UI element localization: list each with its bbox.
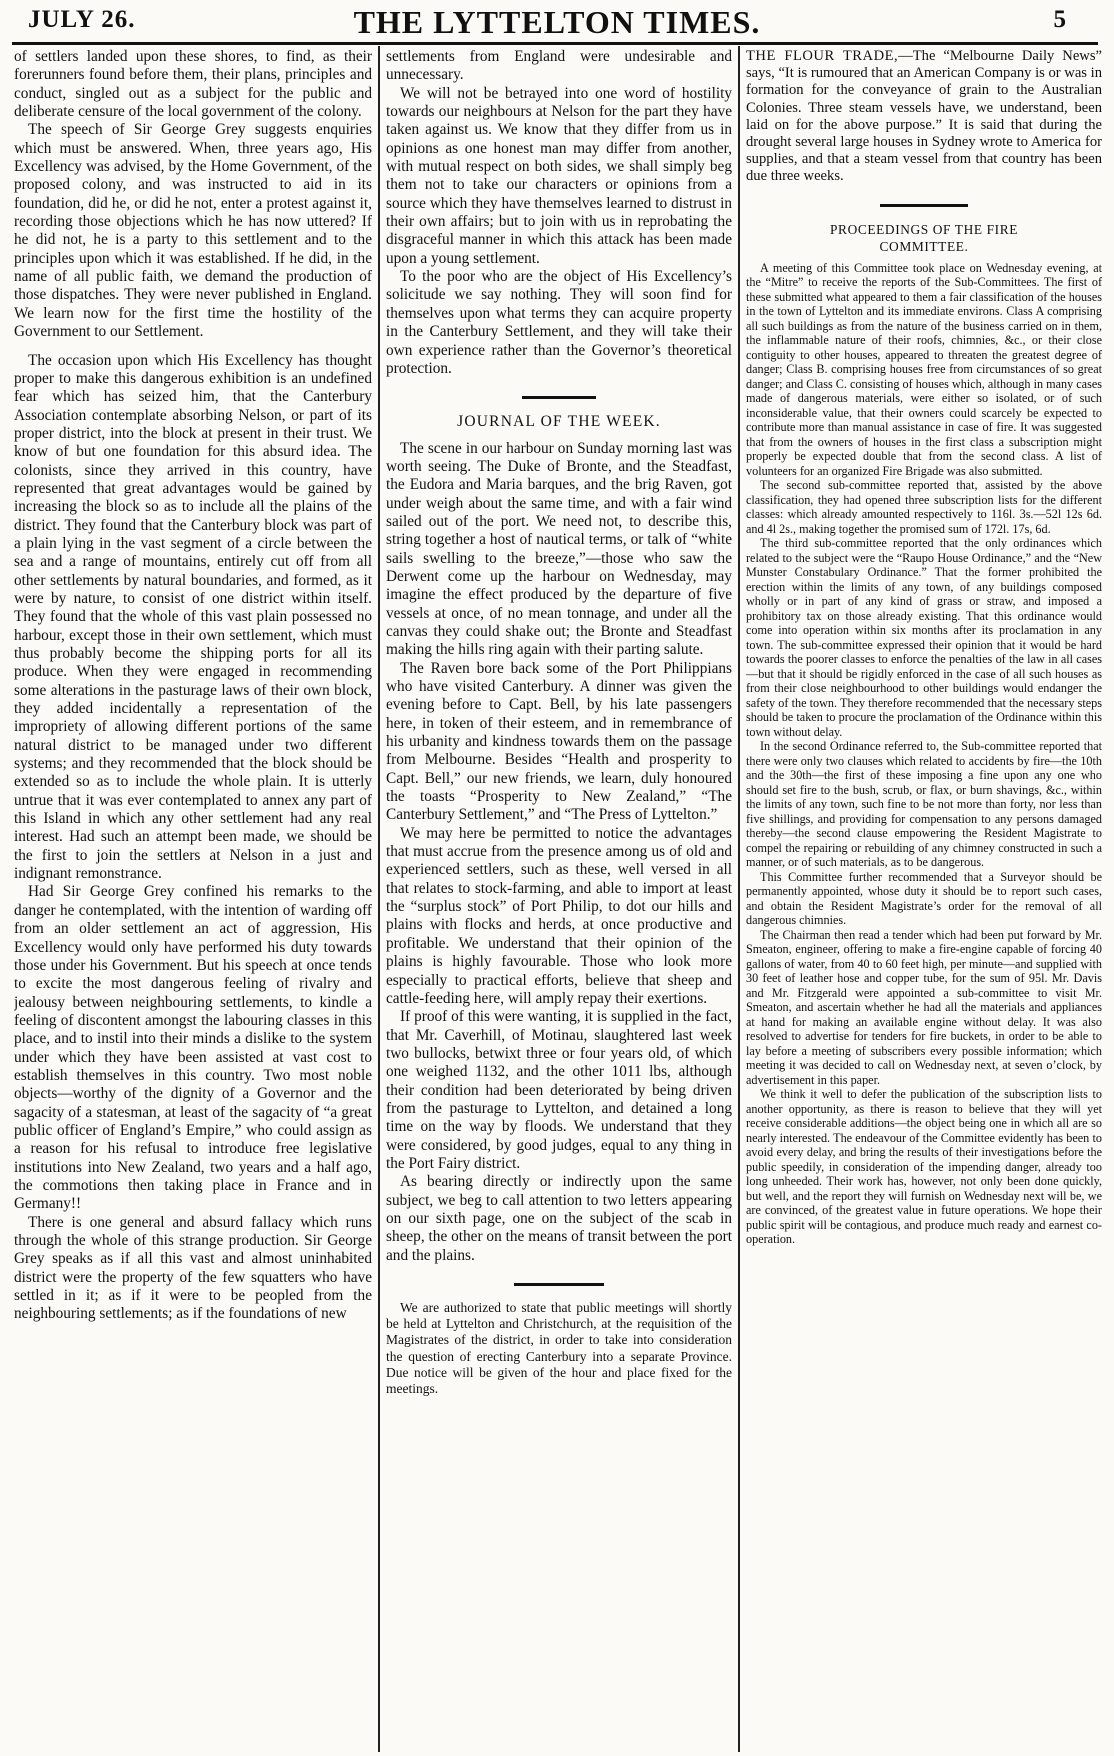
- masthead: [0, 0, 1114, 38]
- paragraph: As bearing directly or indirectly upon the same subject, we beg to call attention to two letters appearing on our sixth page, one on the subject of the scab in sheep, the other on the means of transit between the port and the plains.: [386, 1173, 732, 1264]
- paragraph: This Committee further recommended that a Surveyor should be permanently appointed, whose duty it should be to report such cases, and obtain the Resident Magistrate’s order for the removal of all dangerous chimnies.: [746, 869, 1102, 928]
- paragraph: To the poor who are the object of His Excellency’s solicitude we say nothing. They will soon find for themselves upon what terms they can acquire property in the Canterbury Settlement, and they will take their own experience rather than the Governor’s theoretical protection.: [386, 268, 732, 377]
- paragraph: The speech of Sir George Grey suggests enquiries which must be answered. When, three years ago, His Excellency was advised, by the Home Government, of the proposed colony, and was instructed to aid in its foundation, did he, or did he not, enter a protest against it, recording those objections which he has now uttered? If he did not, he is a party to this settlement and to the principles upon which it was established. If he did, in the name of all public faith, we demand the production of those dispatches. They were never published in England. We learn now for the first time the hostility of the Government to our Settlement.: [14, 121, 372, 341]
- paragraph: The second sub-committee reported that, assisted by the above classification, they had opened three subscription lists for the different classes: which already amounted respectively to 116l. 3s.—52l 12s 6d. and 4l 2s., making together the promised sum of 172l. 17s, 6d.: [746, 478, 1102, 536]
- issue-date: JULY 26.: [28, 6, 136, 33]
- column-2: [386, 48, 732, 1752]
- meetings-notice: We are authorized to state that public meetings will shortly be held at Lyttelton and Christchurch, at the requisition of the Magistrates of the district, in order to take into consideration the question of erecting Canterbury into a separate Province. Due notice will be given of the hour and place fixed for the meetings.: [386, 1300, 732, 1397]
- paragraph: We will not be betrayed into one word of hostility towards our neighbours at Nelson for the part they have taken against us. We know that they differ from us in opinions as one honest man may differ from another, with mutual respect on both sides, we shall simply beg them not to take our characters or opinions from a source which they have themselves learned to distrust in their own affairs; but to join with us in reprobating the disgraceful manner in which this attack has been made upon a young settlement.: [386, 84, 732, 267]
- fire-committee-heading: [746, 221, 1102, 255]
- page-number: 5: [1053, 6, 1066, 33]
- column-1-editorial: [14, 48, 372, 1752]
- paragraph: The occasion upon which His Excellency has thought proper to make this dangerous exhibition is an undefined fear which has seized him, that the Canterbury Association contemplate absorbing Nelson, or part of its proper district, into the block at present in their trust. We know of but one foundation for this absurd idea. The colonists, since they arrived in this country, have represented that great advantages would be gained by increasing the block so as to include all the plains of the district. They found that the Canterbury block was part of a plain lying in the vast segment of a circle between the sea and a range of mountains, entirely cut off from all other settlements by natural boundaries, and formed, as it were by nature, to consist of one district within itself. They found that the whole of this vast plain possessed no harbour, except those in their own settlement, which must thus probably become the shipping ports for all its produce. When they were engaged in recommending some alterations in the pasturage laws of their own block, they added incidentally a representation of the impropriety of allowing different portions of the same natural district to be managed under two different systems; and they recommended that the block should be extended so as to include the whole plain. It is utterly untrue that it was ever contemplated to annex any part of this Island in which any other settlement had any real interest. Had such an attempt been made, we should be the first to join the settlers at Nelson in a just and indignant remonstrance.: [14, 351, 372, 883]
- section-divider: [522, 396, 596, 399]
- flour-trade-text: —The “Melbourne Daily News” says, “It is rumoured that an American Company is or was in formation for the conveyance of grain to the Australian Colonies. Three steam vessels have, we understand, been laid on for the above purpose.” It is said that during the drought several large houses in Sydney wrote to America for supplies, and that a steam vessel from that country has been due three weeks.: [746, 48, 1102, 185]
- paragraph: The scene in our harbour on Sunday morning last was worth seeing. The Duke of Bronte, and the Steadfast, the Eudora and Maria barques, and the brig Raven, got under weigh about the same time, and with a fair wind sailed out of the port. We need not, to describe this, string together a host of nautical terms, or talk of “white sails swelling to the breeze,”—those who saw the Derwent come up the harbour on Wednesday, may imagine the effect produced by the departure of five vessels at once, of no mean tonnage, and under all the canvas they could shake out; the Bronte and Steadfast making the hills ring again with their parting salute.: [386, 439, 732, 659]
- fire-heading-line-1: PROCEEDINGS OF THE FIRE: [829, 221, 1019, 237]
- paragraph: In the second Ordinance referred to, the Sub-committee reported that there were only two clauses which related to accidents by fire—the 10th and the 30th—the first of these imposing a fine upon any one who should set fire to the bush, scrub, or flax, or burn shavings, &c., within the limits of any town, such fine to be not more than forty, nor less than five shillings, and providing for compensation to any persons damaged thereby—the second clause empowering the Resident Magistrate to compel the repairing or rebuilding of any chimney constructed in such a manner, or of such materials, as to be dangerous.: [746, 739, 1102, 870]
- paragraph: If proof of this were wanting, it is supplied in the fact, that Mr. Caverhill, of Motinau, slaughtered last week two bullocks, betwixt three or four years old, of which one weighed 1132, and the other 1011 lbs, although their condition had been deteriorated by being driven from the pasturage to Lyttelton, and detained a long time on the way by floods. We understand that they were considered, by good judges, equal to any thing in the Port Fairy district.: [386, 1008, 732, 1172]
- paragraph: We may here be permitted to notice the advantages that must accrue from the presence among us of old and experienced settlers, such as these, well versed in all that relates to stock-farming, and able to import at least the “surplus stock” of Port Philip, to dot our hills and plains with flocks and herds, at once productive and profitable. We understand that their opinion of the plains is highly favourable. Those who look more especially to practical efforts, believe that sheep and cattle-feeding here, will amply repay their exertions.: [386, 824, 732, 1007]
- paragraph: of settlers landed upon these shores, to find, as their forerunners found before them, their plans, principles and conduct, singled out as a subject for the public and deliberate censure of the local government of the colony.: [14, 48, 372, 121]
- fire-heading-line-2: COMMITTEE.: [879, 238, 969, 254]
- newspaper-title: THE LYTTELTON TIMES.: [353, 4, 761, 40]
- paragraph: There is one general and absurd fallacy which runs through the whole of this strange production. Sir George Grey speaks as if all this vast and almost uninhabited district were the property of the few squatters who have settled in it; as if it were to be peopled from the neighbouring settlements; as if the foundations of new: [14, 1213, 372, 1323]
- paragraph: The Raven bore back some of the Port Philippians who have visited Canterbury. A dinner was given the evening before to Capt. Bell, by his late passengers here, in token of their esteem, and in remembrance of his urbanity and kindness towards them on the passage from Melbourne. Besides “Health and prosperity to Capt. Bell,” our new friends, we learn, duly honoured the toasts “Prosperity to New Zealand,” “The Canterbury Settlement,” and “The Press of Lyttelton.”: [386, 659, 732, 824]
- section-divider: [880, 204, 968, 207]
- paragraph: We think it well to defer the publication of the subscription lists to another opportunity, as there is reason to believe that they will yet receive considerable additions—the object being one in which all are so nearly interested. The endeavour of the Committee evidently has been to avoid every delay, and bring the results of their investigations before the public speedily, in consideration of the impending danger, already too long unheeded. Their work has, however, not only been done quickly, but well, and the report they will furnish on Wednesday next will be, we are convinced, of the greatest value in future operations. We hope their public spirit will be contagious, and produce much ready and earnest co-operation.: [746, 1087, 1102, 1247]
- flour-trade-lead: THE FLOUR TRADE,: [746, 48, 899, 64]
- paragraph: A meeting of this Committee took place on Wednesday evening, at the “Mitre” to receive the reports of the Sub-Committees. The first of these submitted what appeared to them a fair classification of the houses in the town of Lyttelton and its immediate environs. Class A comprising all such buildings as from the nature of the business carried on in them, the inflammable nature of their roofs, chimnies, &c., or their close contiguity to other houses, appeared to threaten the greatest degree of danger; Class B. comprising houses free from circumstances of so great danger; and Class C. consisting of houses which, although in many cases made of dangerous materials, were either so isolated, or of such inconsiderable value, that their owners could scarcely be expected to contribute more than manual assistance in case of fire. It was suggested that from the owners of houses in the first class a subscription might properly be expected double that from the second class. A list of volunteers for an organized Fire Brigade was also submitted.: [746, 260, 1102, 478]
- paragraph: The third sub-committee reported that the only ordinances which related to the subject were the “Raupo House Ordinance,” and the “New Munster Constabulary Ordinance.” That the former prohibited the erection within the limits of any town, of any buildings composed wholly or in part of any kind of grass or straw, and imposed a prohibitory tax on those already existing. That this ordinance would come into operation within six months after its proclamation in any town. The sub-committee expressed their opinion that it would be hard towards the poorer classes to enforce the penalties of the law in all cases—but that it should be rigidly enforced in the case of all such houses as from their close neighbourhood to other buildings would endanger the safety of the town. They therefore recommended that the necessary steps should be taken to procure the proclamation of the Ordinance within this town without delay.: [746, 536, 1102, 739]
- paragraph: settlements from England were undesirable and unnecessary.: [386, 48, 732, 84]
- column-3: [746, 48, 1102, 1752]
- paragraph: Had Sir George Grey confined his remarks to the danger he contemplated, with the intention of warding off from an older settlement an act of aggression, His Excellency would only have performed his duty towards those under his Government. But his speech at once tends to excite the most dangerous feeling of rivalry and jealousy between neighbouring settlements, to kindle a feeling of discontent amongst the labouring classes in this place, and to instil into their minds a dislike to the system under which they have been assisted at vast cost to establish themselves in this country. Two most noble objects—worthy of the dignity of a Governor and the sagacity of a statesman, at least of the sagacity of “a great public officer of England’s Empire,” who could assign as a reason for his refusal to introduce free legislative institutions into New Zealand, two years and a half ago, the commotions then taking place in France and in Germany!!: [14, 883, 372, 1213]
- journal-heading: JOURNAL OF THE WEEK.: [457, 413, 661, 431]
- paragraph: The Chairman then read a tender which had been put forward by Mr. Smeaton, engineer, offering to make a fire-engine capable of forcing 40 gallons of water, from 40 to 60 feet high, per minute—and supplied with 30 feet of leather hose and copper tube, for the sum of 95l. Mr. Davis and Mr. Fitzgerald were appointed a sub-committee to visit Mr. Smeaton, and ascertain whether he had all the materials and appliances at hand for making an available engine without delay. It was also resolved to advertise for tenders for fire buckets, in order to be able to lay before a meeting of subscribers every possible information; which meeting it was decided to call on Wednesday next, at seven o’clock, by advertisement in this paper.: [746, 927, 1102, 1087]
- column-rule-1: [378, 46, 380, 1752]
- column-rule-2: [738, 46, 740, 1752]
- section-divider: [514, 1283, 604, 1286]
- flour-trade-item: [746, 48, 1102, 186]
- masthead-rule: [12, 42, 1098, 45]
